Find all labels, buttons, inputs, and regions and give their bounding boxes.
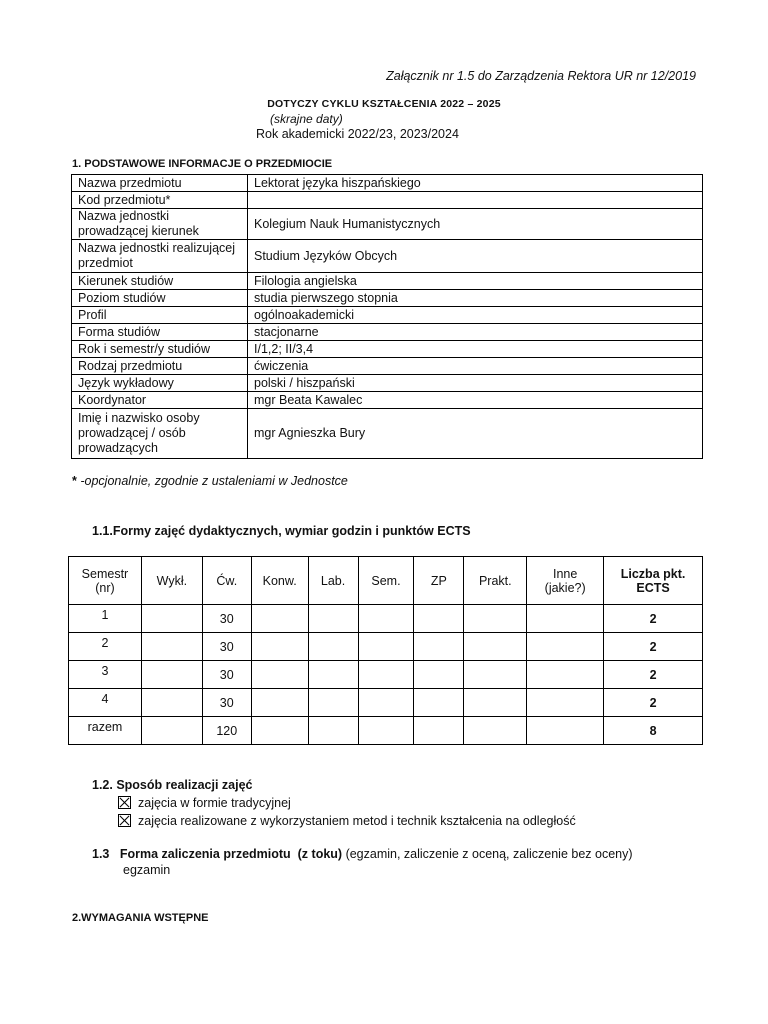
- table-row: [69, 689, 703, 717]
- info-label: Kod przedmiotu*: [72, 192, 248, 209]
- header-text: (nr): [95, 580, 115, 595]
- option-label: zajęcia w formie tradycyjnej: [138, 796, 291, 810]
- semester-cell: 2: [69, 633, 142, 661]
- info-label: Język wykładowy: [72, 375, 248, 392]
- cw-hours-cell: 120: [202, 717, 251, 745]
- info-value: Studium Języków Obcych: [248, 240, 703, 273]
- info-value: I/1,2; II/3,4: [248, 341, 703, 358]
- info-value: [248, 192, 703, 209]
- info-value: Filologia angielska: [248, 273, 703, 290]
- section-options: (egzamin, zaliczenie z oceną, zaliczenie bez oceny): [345, 847, 633, 861]
- header-text: Inne: [552, 566, 578, 581]
- header-text: (jakie?): [544, 580, 586, 595]
- section-heading: Forma zaliczenia przedmiotu: [119, 847, 291, 861]
- ects-cell: 2: [604, 605, 703, 633]
- info-label: Rok i semestr/y studiów: [72, 341, 248, 358]
- col-header-lab: Lab.: [308, 557, 358, 605]
- cw-hours-cell: 30: [202, 605, 251, 633]
- table-row: [72, 192, 703, 209]
- info-label: Poziom studiów: [72, 290, 248, 307]
- col-header-sem: Sem.: [358, 557, 414, 605]
- semester-cell: 3: [69, 661, 142, 689]
- semester-cell: 4: [69, 689, 142, 717]
- info-value: ćwiczenia: [248, 358, 703, 375]
- info-label: Nazwa jednostki realizującej przedmiot: [72, 240, 248, 273]
- info-label: Nazwa przedmiotu: [72, 175, 248, 192]
- info-label: Rodzaj przedmiotu: [72, 358, 248, 375]
- info-value: Lektorat języka hiszpańskiego: [248, 175, 703, 192]
- header-text: Liczba pkt.: [620, 566, 686, 581]
- header-text: ECTS: [636, 580, 670, 595]
- col-header-semester: [69, 557, 142, 605]
- cw-hours-cell: 30: [202, 661, 251, 689]
- cw-hours-cell: 30: [202, 633, 251, 661]
- note-star: *: [72, 474, 77, 488]
- section-1-1-title: 1.1.Formy zajęć dydaktycznych, wymiar godzin i punktów ECTS: [92, 524, 471, 538]
- section-qualifier: (z toku): [297, 847, 343, 861]
- info-value: mgr Agnieszka Bury: [248, 409, 703, 459]
- col-header-ects: [604, 557, 703, 605]
- info-label: Profil: [72, 307, 248, 324]
- table-row: [72, 175, 703, 192]
- table-header-row: [69, 557, 703, 605]
- cycle-heading: DOTYCZY CYKLU KSZTAŁCENIA 2022 – 2025: [267, 98, 501, 110]
- table-row: [72, 290, 703, 307]
- col-header-konw: Konw.: [251, 557, 308, 605]
- option-label: zajęcia realizowane z wykorzystaniem metod i technik kształcenia na odległość: [138, 814, 576, 828]
- attachment-note: Załącznik nr 1.5 do Zarządzenia Rektora UR nr 12/2019: [386, 69, 696, 83]
- ects-cell: 8: [604, 717, 703, 745]
- ects-table: [68, 556, 703, 745]
- table-row: [72, 358, 703, 375]
- section-1-2-title: 1.2. Sposób realizacji zajęć: [92, 778, 253, 792]
- semester-cell: razem: [69, 717, 142, 745]
- ects-cell: 2: [604, 661, 703, 689]
- table-row: [72, 392, 703, 409]
- checked-box-icon: [118, 814, 131, 827]
- table-row-total: [69, 717, 703, 745]
- info-label: Nazwa jednostki prowadzącej kierunek: [72, 209, 248, 240]
- table-row: [69, 605, 703, 633]
- option-traditional: [118, 796, 291, 810]
- col-header-cw: Ćw.: [202, 557, 251, 605]
- option-remote: [118, 814, 576, 828]
- section-1-title: 1. PODSTAWOWE INFORMACJE O PRZEDMIOCIE: [72, 158, 333, 170]
- checked-box-icon: [118, 796, 131, 809]
- info-value: polski / hiszpański: [248, 375, 703, 392]
- academic-year: Rok akademicki 2022/23, 2023/2024: [256, 127, 459, 141]
- cw-hours-cell: 30: [202, 689, 251, 717]
- table-row: [72, 341, 703, 358]
- ects-cell: 2: [604, 689, 703, 717]
- table-row: [72, 240, 703, 273]
- table-row: [72, 324, 703, 341]
- info-label: Imię i nazwisko osoby prowadzącej / osób prowadzących: [72, 409, 248, 459]
- cycle-subheading: (skrajne daty): [270, 112, 343, 126]
- info-value: ogólnoakademicki: [248, 307, 703, 324]
- section-number: 1.3: [92, 847, 110, 861]
- info-value: stacjonarne: [248, 324, 703, 341]
- col-header-inne: [527, 557, 604, 605]
- info-label: Forma studiów: [72, 324, 248, 341]
- table-row: [72, 375, 703, 392]
- col-header-prakt: Prakt.: [464, 557, 527, 605]
- table-row: [72, 307, 703, 324]
- col-header-zp: ZP: [414, 557, 464, 605]
- assessment-form-value: egzamin: [123, 863, 171, 877]
- info-value: mgr Beata Kawalec: [248, 392, 703, 409]
- semester-cell: 1: [69, 605, 142, 633]
- note-text: -opcjonalnie, zgodnie z ustaleniami w Jednostce: [80, 474, 348, 488]
- table-row: [69, 661, 703, 689]
- ects-cell: 2: [604, 633, 703, 661]
- col-header-wykl: Wykł.: [141, 557, 202, 605]
- info-label: Kierunek studiów: [72, 273, 248, 290]
- info-value: Kolegium Nauk Humanistycznych: [248, 209, 703, 240]
- basic-info-table: [71, 174, 703, 459]
- table-row: [72, 209, 703, 240]
- table-row: [72, 273, 703, 290]
- table-row: [72, 409, 703, 459]
- optional-note: [72, 474, 348, 488]
- section-1-3-title: [92, 847, 633, 861]
- info-label: Koordynator: [72, 392, 248, 409]
- info-value: studia pierwszego stopnia: [248, 290, 703, 307]
- section-2-title: 2.WYMAGANIA WSTĘPNE: [72, 912, 209, 924]
- header-text: Semestr: [81, 566, 129, 581]
- table-row: [69, 633, 703, 661]
